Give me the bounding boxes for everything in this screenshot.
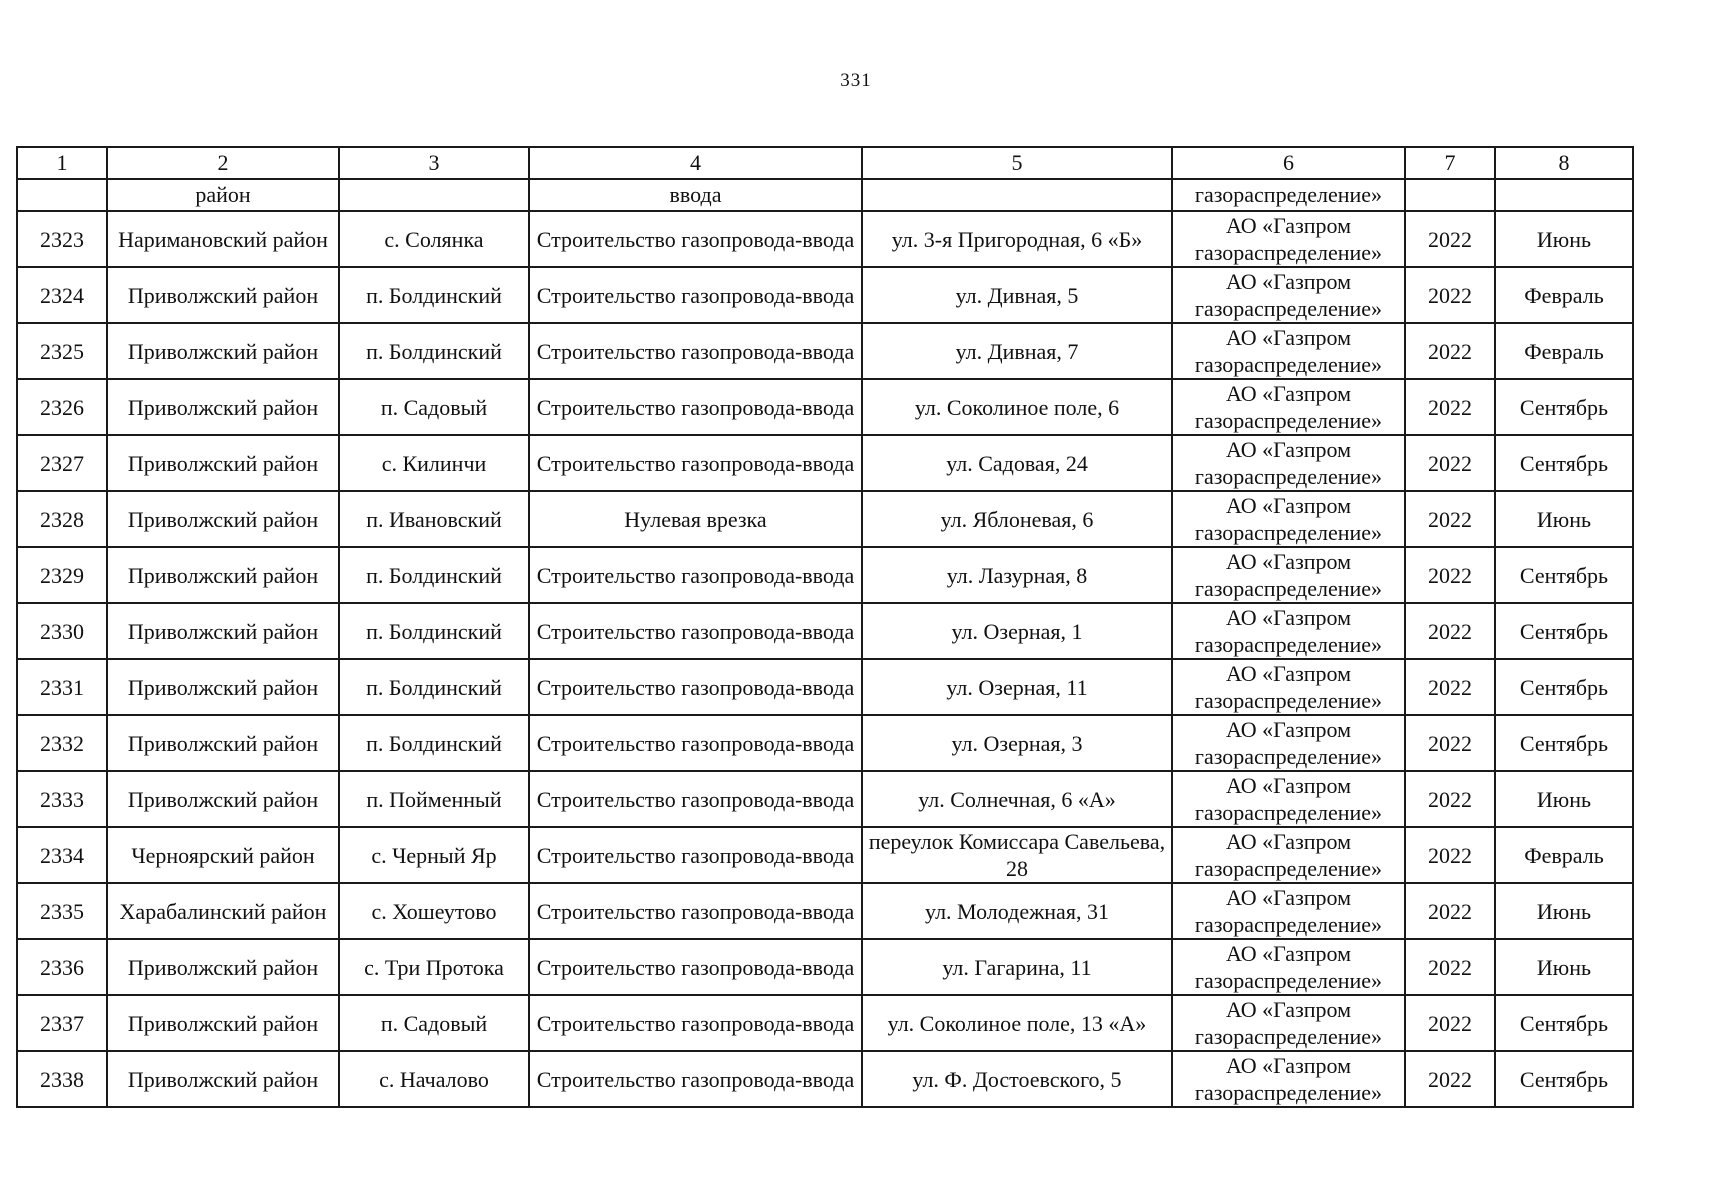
cell-address: ул. Озерная, 1 [862, 603, 1172, 659]
column-number: 7 [1405, 147, 1495, 179]
cell-organization: АО «Газпром газораспределение» [1172, 379, 1405, 435]
cell-month: Сентябрь [1495, 547, 1633, 603]
cell-work-type: Строительство газопровода-ввода [529, 827, 862, 883]
cell-month [1495, 179, 1633, 211]
cell-district: Приволжский район [107, 1051, 339, 1107]
cell-organization: АО «Газпром газораспределение» [1172, 995, 1405, 1051]
cell-address: ул. Озерная, 3 [862, 715, 1172, 771]
cell-address: ул. Озерная, 11 [862, 659, 1172, 715]
cell-settlement: с. Началово [339, 1051, 529, 1107]
cell-settlement: п. Болдинский [339, 547, 529, 603]
cell-year: 2022 [1405, 771, 1495, 827]
cell-year: 2022 [1405, 211, 1495, 267]
cell-organization: АО «Газпром газораспределение» [1172, 827, 1405, 883]
cell-work-type: Строительство газопровода-ввода [529, 995, 862, 1051]
cell-month: Сентябрь [1495, 603, 1633, 659]
table-row [17, 715, 1633, 771]
cell-work-type: Строительство газопровода-ввода [529, 379, 862, 435]
cell-month: Сентябрь [1495, 435, 1633, 491]
cell-address: ул. Молодежная, 31 [862, 883, 1172, 939]
cell-settlement: п. Болдинский [339, 323, 529, 379]
column-number-header-row [17, 147, 1633, 179]
cell-district: Приволжский район [107, 267, 339, 323]
cell-month: Сентябрь [1495, 715, 1633, 771]
cell-organization: АО «Газпром газораспределение» [1172, 435, 1405, 491]
table-row [17, 435, 1633, 491]
cell-month: Июнь [1495, 771, 1633, 827]
cell-district: Приволжский район [107, 603, 339, 659]
cell-year [1405, 179, 1495, 211]
cell-organization: АО «Газпром газораспределение» [1172, 267, 1405, 323]
cell-number: 2336 [17, 939, 107, 995]
cell-address: ул. 3-я Пригородная, 6 «Б» [862, 211, 1172, 267]
cell-month: Сентябрь [1495, 1051, 1633, 1107]
cell-district: Харабалинский район [107, 883, 339, 939]
cell-number [17, 179, 107, 211]
cell-number: 2331 [17, 659, 107, 715]
cell-year: 2022 [1405, 603, 1495, 659]
cell-number: 2333 [17, 771, 107, 827]
cell-month: Сентябрь [1495, 659, 1633, 715]
cell-district: Приволжский район [107, 939, 339, 995]
continuation-row [17, 179, 1633, 211]
cell-year: 2022 [1405, 435, 1495, 491]
cell-address: ул. Гагарина, 11 [862, 939, 1172, 995]
cell-number: 2328 [17, 491, 107, 547]
cell-district: Приволжский район [107, 659, 339, 715]
column-number: 5 [862, 147, 1172, 179]
cell-year: 2022 [1405, 995, 1495, 1051]
cell-work-type: Строительство газопровода-ввода [529, 547, 862, 603]
cell-address [862, 179, 1172, 211]
cell-month: Сентябрь [1495, 995, 1633, 1051]
cell-work-type: ввода [529, 179, 862, 211]
cell-organization: АО «Газпром газораспределение» [1172, 547, 1405, 603]
cell-address: ул. Дивная, 5 [862, 267, 1172, 323]
cell-work-type: Строительство газопровода-ввода [529, 939, 862, 995]
cell-number: 2325 [17, 323, 107, 379]
cell-address: ул. Солнечная, 6 «А» [862, 771, 1172, 827]
cell-address: ул. Садовая, 24 [862, 435, 1172, 491]
cell-district: Приволжский район [107, 771, 339, 827]
cell-settlement: с. Три Протока [339, 939, 529, 995]
cell-month: Сентябрь [1495, 379, 1633, 435]
table-row [17, 323, 1633, 379]
cell-year: 2022 [1405, 379, 1495, 435]
cell-settlement: п. Ивановский [339, 491, 529, 547]
column-number: 8 [1495, 147, 1633, 179]
cell-year: 2022 [1405, 939, 1495, 995]
cell-year: 2022 [1405, 323, 1495, 379]
cell-number: 2327 [17, 435, 107, 491]
cell-work-type: Строительство газопровода-ввода [529, 715, 862, 771]
cell-organization: АО «Газпром газораспределение» [1172, 491, 1405, 547]
page-number: 331 [840, 70, 872, 91]
cell-address: ул. Ф. Достоевского, 5 [862, 1051, 1172, 1107]
table-row [17, 603, 1633, 659]
cell-settlement: с. Килинчи [339, 435, 529, 491]
cell-organization: АО «Газпром газораспределение» [1172, 771, 1405, 827]
table-row [17, 939, 1633, 995]
cell-work-type: Строительство газопровода-ввода [529, 771, 862, 827]
column-number: 4 [529, 147, 862, 179]
cell-organization: газораспределение» [1172, 179, 1405, 211]
cell-number: 2338 [17, 1051, 107, 1107]
cell-organization: АО «Газпром газораспределение» [1172, 1051, 1405, 1107]
table-row [17, 659, 1633, 715]
table-row [17, 771, 1633, 827]
cell-address: переулок Комиссара Савельева, 28 [862, 827, 1172, 883]
cell-number: 2334 [17, 827, 107, 883]
table-row [17, 1051, 1633, 1107]
cell-district: район [107, 179, 339, 211]
cell-settlement: п. Садовый [339, 995, 529, 1051]
cell-address: ул. Соколиное поле, 13 «А» [862, 995, 1172, 1051]
cell-settlement: п. Болдинский [339, 267, 529, 323]
cell-number: 2326 [17, 379, 107, 435]
cell-district: Приволжский район [107, 547, 339, 603]
cell-year: 2022 [1405, 1051, 1495, 1107]
cell-work-type: Строительство газопровода-ввода [529, 323, 862, 379]
cell-work-type: Строительство газопровода-ввода [529, 435, 862, 491]
cell-work-type: Строительство газопровода-ввода [529, 211, 862, 267]
cell-organization: АО «Газпром газораспределение» [1172, 603, 1405, 659]
cell-settlement: с. Черный Яр [339, 827, 529, 883]
cell-organization: АО «Газпром газораспределение» [1172, 883, 1405, 939]
cell-organization: АО «Газпром газораспределение» [1172, 323, 1405, 379]
table-row [17, 267, 1633, 323]
gas-pipeline-table [16, 146, 1634, 1108]
cell-district: Приволжский район [107, 491, 339, 547]
cell-month: Июнь [1495, 939, 1633, 995]
cell-settlement: п. Садовый [339, 379, 529, 435]
cell-settlement: п. Болдинский [339, 715, 529, 771]
cell-year: 2022 [1405, 547, 1495, 603]
cell-work-type: Строительство газопровода-ввода [529, 267, 862, 323]
cell-work-type: Строительство газопровода-ввода [529, 1051, 862, 1107]
cell-settlement: с. Хошеутово [339, 883, 529, 939]
cell-settlement: п. Пойменный [339, 771, 529, 827]
cell-district: Приволжский район [107, 323, 339, 379]
column-number: 3 [339, 147, 529, 179]
cell-work-type: Строительство газопровода-ввода [529, 603, 862, 659]
cell-district: Приволжский район [107, 435, 339, 491]
table-row [17, 547, 1633, 603]
cell-month: Июнь [1495, 211, 1633, 267]
cell-work-type: Строительство газопровода-ввода [529, 659, 862, 715]
cell-district: Черноярский район [107, 827, 339, 883]
cell-year: 2022 [1405, 827, 1495, 883]
column-number: 2 [107, 147, 339, 179]
cell-settlement: с. Солянка [339, 211, 529, 267]
cell-number: 2329 [17, 547, 107, 603]
cell-organization: АО «Газпром газораспределение» [1172, 939, 1405, 995]
cell-number: 2323 [17, 211, 107, 267]
cell-number: 2332 [17, 715, 107, 771]
cell-settlement: п. Болдинский [339, 603, 529, 659]
cell-year: 2022 [1405, 659, 1495, 715]
cell-month: Июнь [1495, 883, 1633, 939]
cell-district: Приволжский район [107, 379, 339, 435]
table-row [17, 883, 1633, 939]
cell-year: 2022 [1405, 715, 1495, 771]
cell-work-type: Строительство газопровода-ввода [529, 883, 862, 939]
cell-settlement [339, 179, 529, 211]
table-row [17, 827, 1633, 883]
cell-district: Наримановский район [107, 211, 339, 267]
cell-organization: АО «Газпром газораспределение» [1172, 659, 1405, 715]
table-row [17, 379, 1633, 435]
cell-year: 2022 [1405, 491, 1495, 547]
cell-month: Февраль [1495, 827, 1633, 883]
cell-address: ул. Дивная, 7 [862, 323, 1172, 379]
cell-month: Июнь [1495, 491, 1633, 547]
table-row [17, 995, 1633, 1051]
cell-address: ул. Лазурная, 8 [862, 547, 1172, 603]
cell-address: ул. Соколиное поле, 6 [862, 379, 1172, 435]
cell-number: 2337 [17, 995, 107, 1051]
table-row [17, 211, 1633, 267]
cell-address: ул. Яблоневая, 6 [862, 491, 1172, 547]
column-number: 6 [1172, 147, 1405, 179]
cell-organization: АО «Газпром газораспределение» [1172, 715, 1405, 771]
cell-organization: АО «Газпром газораспределение» [1172, 211, 1405, 267]
cell-month: Февраль [1495, 267, 1633, 323]
cell-number: 2330 [17, 603, 107, 659]
cell-district: Приволжский район [107, 995, 339, 1051]
cell-district: Приволжский район [107, 715, 339, 771]
cell-year: 2022 [1405, 883, 1495, 939]
table-row [17, 491, 1633, 547]
cell-number: 2335 [17, 883, 107, 939]
cell-settlement: п. Болдинский [339, 659, 529, 715]
cell-work-type: Нулевая врезка [529, 491, 862, 547]
cell-number: 2324 [17, 267, 107, 323]
column-number: 1 [17, 147, 107, 179]
cell-month: Февраль [1495, 323, 1633, 379]
cell-year: 2022 [1405, 267, 1495, 323]
